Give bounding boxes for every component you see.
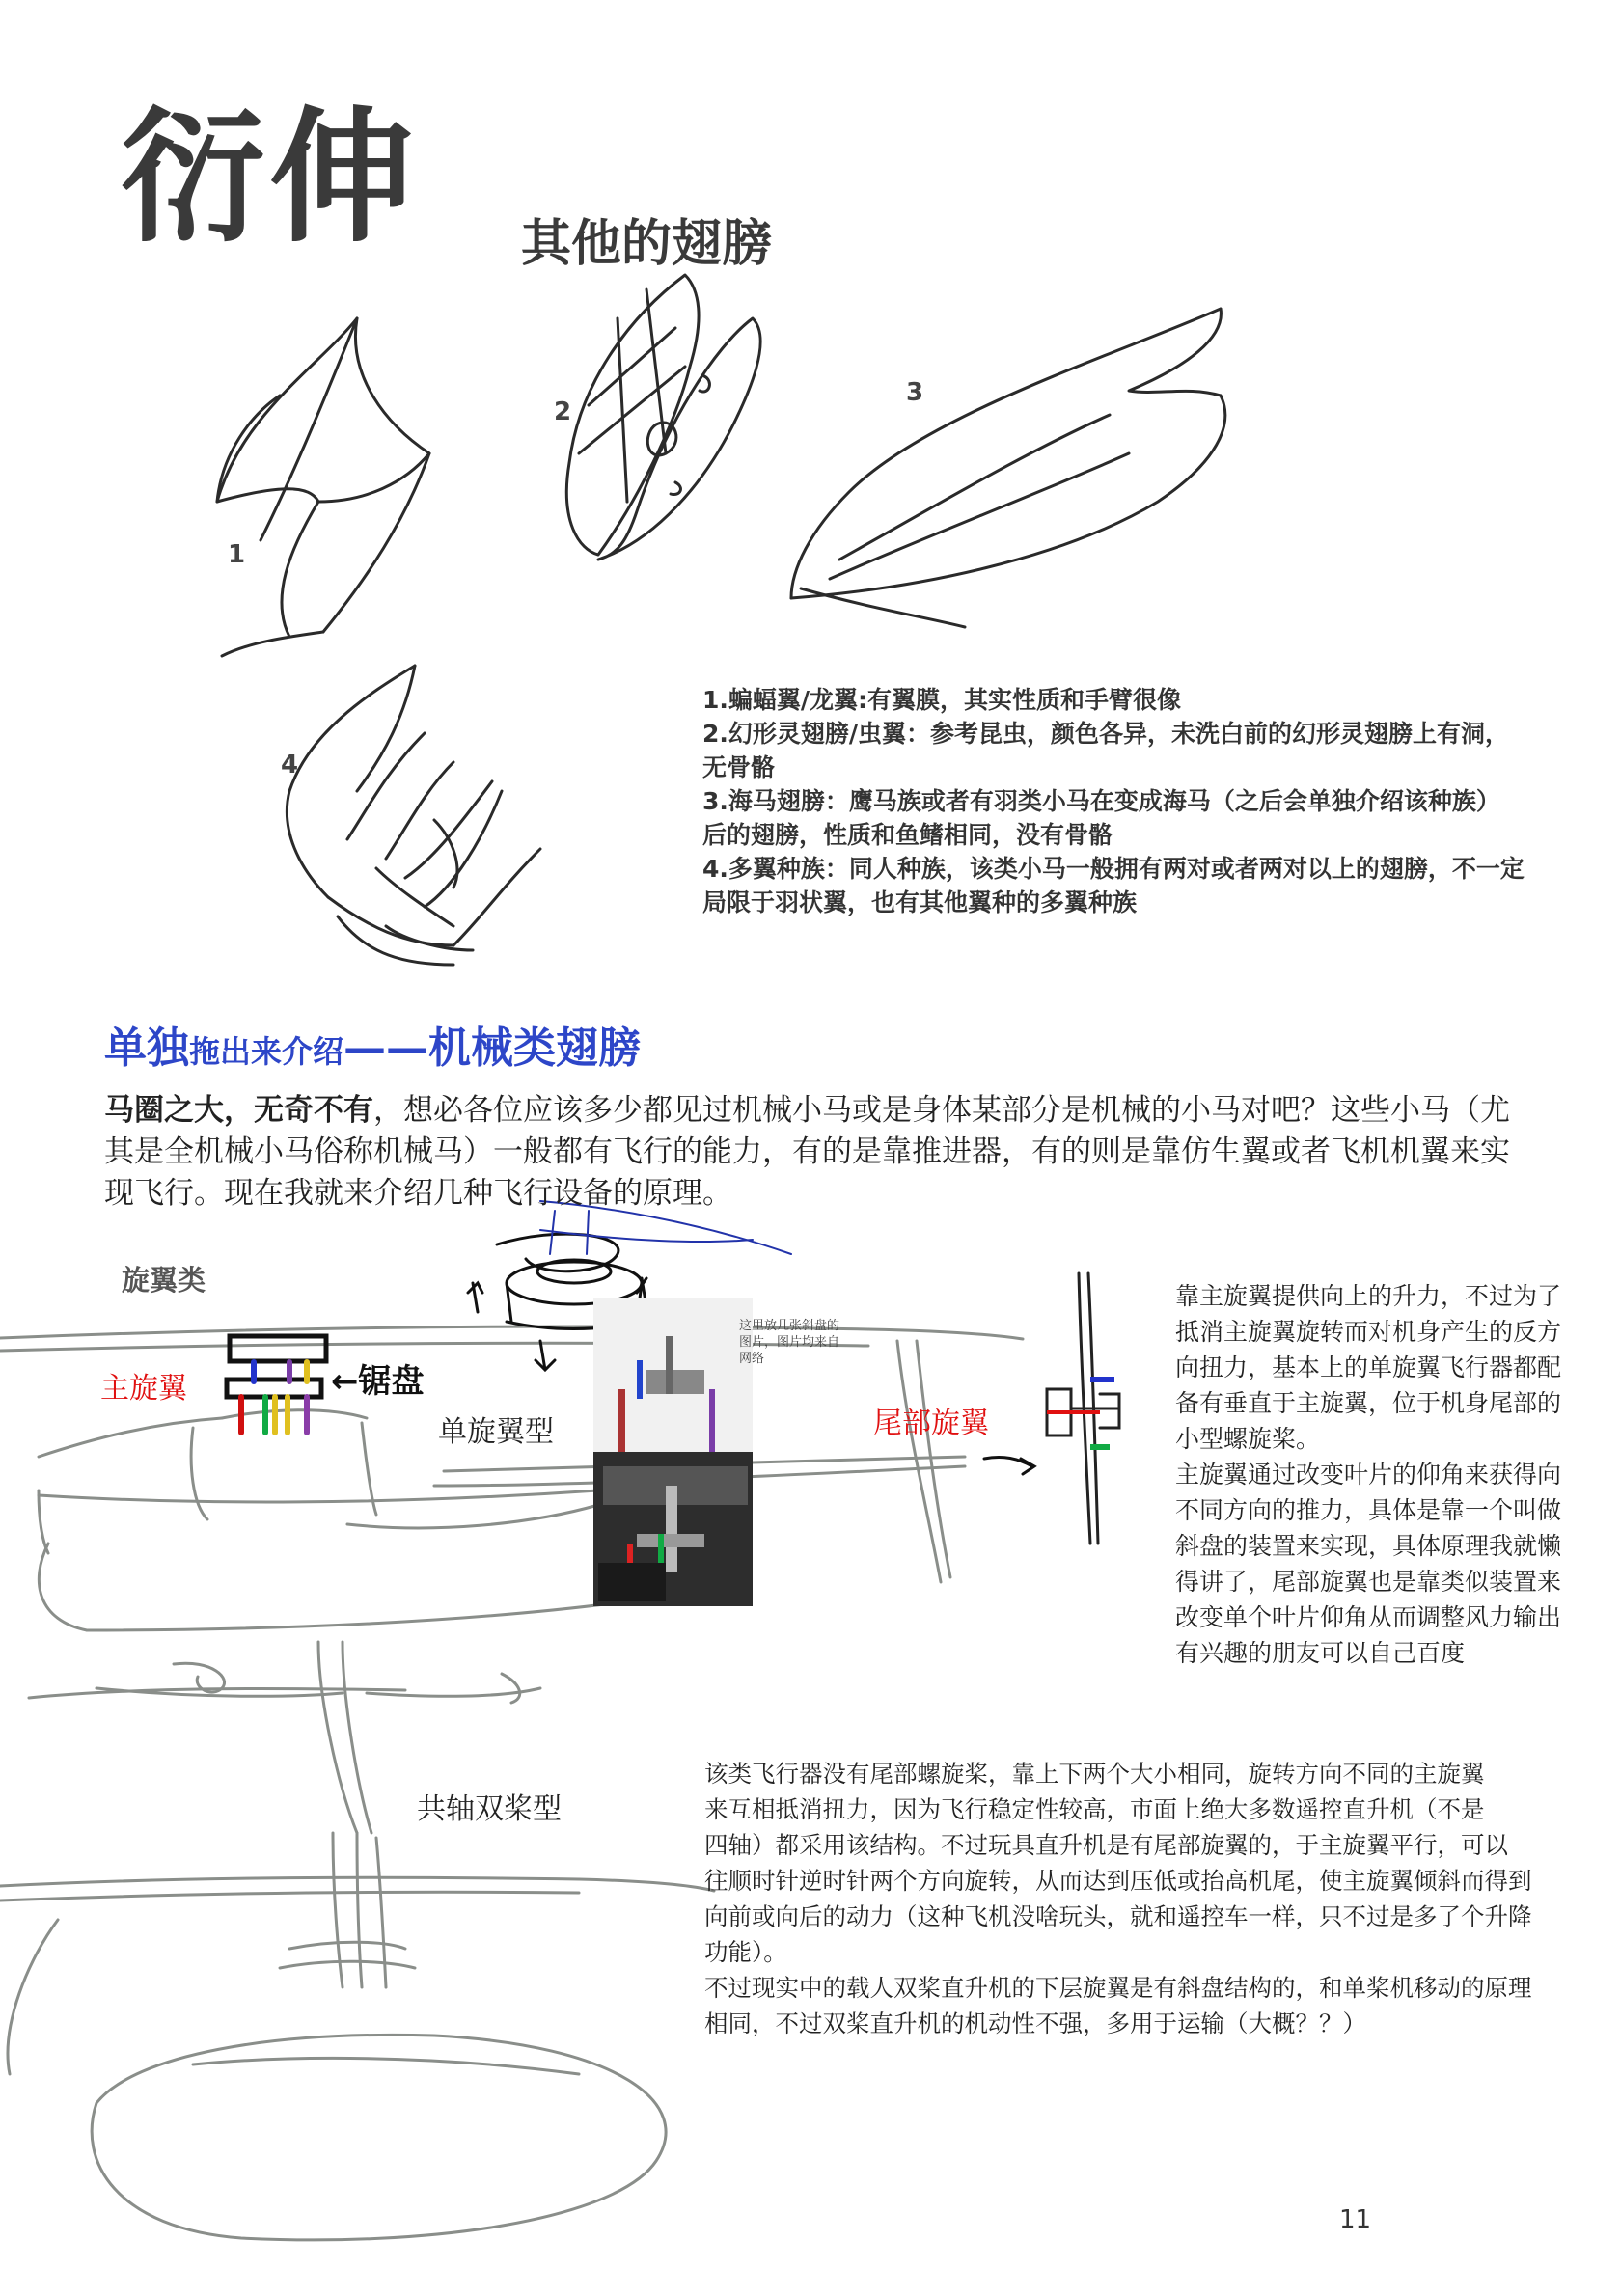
section-heading-part3: ——机械类翅膀: [343, 1024, 642, 1073]
wing-desc-line: 局限于羽状翼，也有其他翼种的多翼种族: [702, 888, 1138, 916]
swashplate-photo-2: [593, 1452, 753, 1606]
text-line: 主旋翼通过改变叶片的仰角来获得向: [1175, 1461, 1562, 1489]
multi-wing-drawing: [287, 666, 540, 965]
wing-desc-line: 3.海马翅膀：鹰马族或者有羽类小马在变成海马（之后会单独介绍该种族）: [702, 787, 1500, 815]
page-number: 11: [1339, 2205, 1372, 2234]
text-line: 该类飞行器没有尾部螺旋桨，靠上下两个大小相同，旋转方向不同的主旋翼: [704, 1760, 1485, 1788]
text-line: 往顺时针逆时针两个方向旋转，从而达到压低或抬高机尾，使主旋翼倾斜而得到: [704, 1867, 1532, 1895]
wing-desc-line: 1.蝙蝠翼/龙翼:有翼膜，其实性质和手臂很像: [702, 686, 1182, 714]
text-line: 改变单个叶片仰角从而调整风力输出: [1175, 1603, 1562, 1631]
swashplate-photo-1: [593, 1298, 753, 1457]
single-rotor-explanation: [1175, 1278, 1609, 1671]
text-line: 向扭力，基本上的单旋翼飞行器都配: [1175, 1353, 1562, 1381]
text-line: 不同方向的推力，具体是靠一个叫做: [1175, 1496, 1562, 1524]
rotor-category-label: 旋翼类: [122, 1264, 206, 1297]
coaxial-explanation: [704, 1756, 1616, 2041]
photo-note: 这里放几张斜盘的图片，图片均来自网络: [739, 1319, 840, 1366]
text-line: 来互相抵消扭力，因为飞行稳定性较高，市面上绝大多数遥控直升机（不是: [704, 1795, 1485, 1823]
section-heading: [104, 1013, 641, 1075]
text-line: 不过现实中的载人双桨直升机的下层旋翼是有斜盘结构的，和单桨机移动的原理: [704, 1974, 1532, 2002]
intro-bold: 马圈之大，无奇不有: [104, 1093, 373, 1128]
text-line: 备有垂直于主旋翼，位于机身尾部的: [1175, 1389, 1562, 1417]
text-line: 四轴）都采用该结构。不过玩具直升机是有尾部旋翼的，于主旋翼平行，可以: [704, 1831, 1508, 1859]
text-line: 靠主旋翼提供向上的升力，不过为了: [1175, 1282, 1562, 1310]
text-line: 有兴趣的朋友可以自己百度: [1175, 1639, 1466, 1667]
wing-desc-line: 4.多翼种族：同人种族，该类小马一般拥有两对或者两对以上的翅膀，不一定: [702, 855, 1525, 883]
wing-desc-line: 后的翅膀，性质和鱼鳍相同，没有骨骼: [702, 821, 1113, 849]
page-subtitle: 其他的翅膀: [521, 215, 773, 273]
bat-wing-drawing: [217, 318, 429, 656]
main-rotor-label: 主旋翼: [100, 1372, 187, 1406]
main-rotor-hub-drawing: [227, 1336, 326, 1433]
coaxial-label: 共轴双桨型: [417, 1792, 562, 1826]
wing-number-3: 3: [906, 378, 924, 407]
text-line: 得讲了，尾部旋翼也是靠类似装置来: [1175, 1568, 1562, 1596]
text-line: 向前或向后的动力（这种飞机没啥玩头，就和遥控车一样，只不过是多了个升降: [704, 1902, 1532, 1930]
text-line: 斜盘的装置来实现，具体原理我就懒: [1175, 1532, 1562, 1560]
page-title: 衍伸: [121, 95, 419, 262]
text-line: 小型螺旋桨。: [1175, 1425, 1321, 1453]
section-heading-part2: 拖出来介绍: [189, 1033, 344, 1070]
intro-rest: ，想必各位应该多少都见过机械小马或是身体某部分是机械的小马对吧？这些小马（尤其是全机械小马俗称机械马）一般都有飞行的能力，有的是靠推进器，有的则是靠仿生翼或者飞机机翼来实现飞行。现在我就来介绍几种飞行设备的原理。: [104, 1093, 1510, 1211]
wing-number-1: 1: [228, 540, 246, 569]
tail-rotor-label: 尾部旋翼: [873, 1407, 989, 1440]
section-heading-part1: 单独: [104, 1024, 189, 1073]
insect-wing-drawing: [566, 275, 760, 560]
wing-number-4: 4: [281, 751, 299, 779]
intro-paragraph: [104, 1090, 1532, 1215]
wing-desc-line: 2.幻形灵翅膀/虫翼：参考昆虫，颜色各异，未洗白前的幻形灵翅膀上有洞，: [702, 720, 1510, 748]
fin-wing-drawing: [791, 309, 1225, 627]
text-line: 功能）。: [704, 1938, 787, 1966]
wing-descriptions: [702, 683, 1600, 919]
text-line: 抵消主旋翼旋转而对机身产生的反方: [1175, 1318, 1562, 1346]
handwritten-note: ←锯盘: [331, 1362, 425, 1401]
text-line: 相同，不过双桨直升机的机动性不强，多用于运输（大概？？）: [704, 2009, 1366, 2037]
wing-number-2: 2: [554, 397, 572, 426]
wing-desc-line: 无骨骼: [702, 753, 776, 781]
single-rotor-label: 单旋翼型: [438, 1415, 554, 1449]
